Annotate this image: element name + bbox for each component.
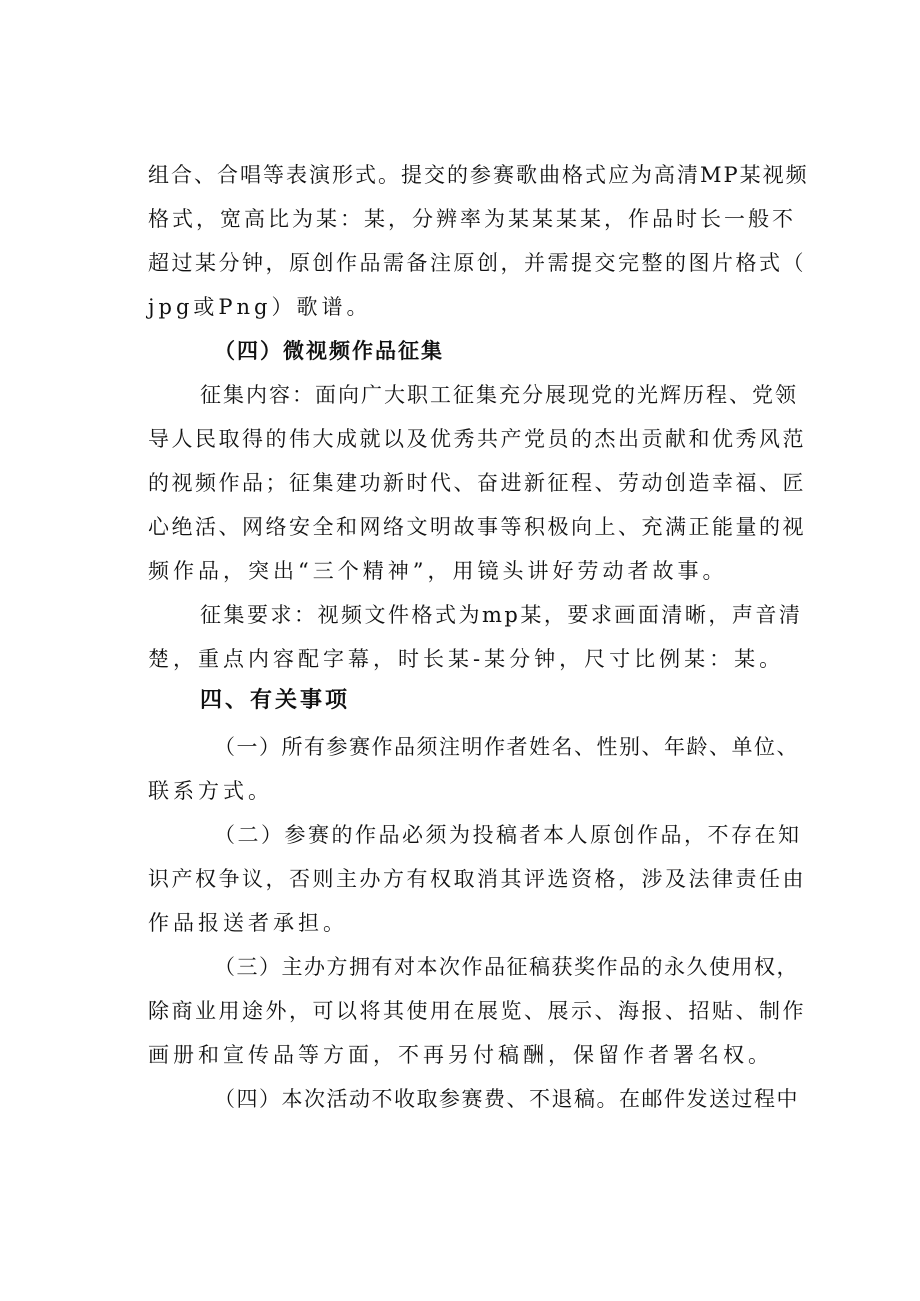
matters-item-line: 识产权争议，否则主办方有权取消其评选资格，涉及法律责任由: [148, 867, 806, 891]
paragraph-video-requirement-line: 楚，重点内容配字幕，时长某-某分钟，尺寸比例某：某。: [148, 647, 785, 671]
paragraph-video-content-line: 导人民取得的伟大成就以及优秀共产党员的杰出贡献和优秀风范: [148, 427, 806, 451]
matters-item-line: （四）本次活动不收取参赛费、不退稿。在邮件发送过程中: [214, 1087, 799, 1111]
paragraph-music-line: 超过某分钟，原创作品需备注原创，并需提交完整的图片格式（: [148, 251, 806, 275]
matters-item-line: （一）所有参赛作品须注明作者姓名、性别、年龄、单位、: [214, 735, 799, 759]
matters-item-line: （三）主办方拥有对本次作品征稿获奖作品的永久使用权，: [214, 955, 799, 979]
matters-item-line: （二）参赛的作品必须为投稿者本人原创作品，不存在知: [214, 823, 802, 847]
matters-item-line: 除商业用途外，可以将其使用在展览、展示、海报、招贴、制作: [148, 999, 806, 1023]
paragraph-music-line: 格式，宽高比为某：某，分辨率为某某某某，作品时长一般不: [148, 207, 796, 231]
section-heading-video: （四）微视频作品征集: [214, 339, 444, 363]
paragraph-video-content-line: 征集内容：面向广大职工征集充分展现党的光辉历程、党领: [200, 383, 798, 407]
paragraph-video-content-line: 心绝活、网络安全和网络文明故事等积极向上、充满正能量的视: [148, 515, 806, 539]
matters-item-line: 联系方式。: [148, 779, 273, 803]
section-heading-matters: 四、有关事项: [200, 688, 351, 713]
paragraph-video-requirement-line: 征集要求：视频文件格式为mp某，要求画面清晰，声音清: [200, 603, 803, 627]
paragraph-music-line: jpg或Png）歌谱。: [148, 295, 372, 319]
matters-item-line: 画册和宣传品等方面，不再另付稿酬，保留作者署名权。: [148, 1043, 773, 1067]
paragraph-video-content-line: 的视频作品；征集建功新时代、奋进新征程、劳动创造幸福、匠: [148, 471, 806, 495]
paragraph-video-content-line: 频作品，突出“三个精神”，用镜头讲好劳动者故事。: [148, 559, 728, 583]
matters-item-line: 作品报送者承担。: [148, 911, 348, 935]
paragraph-music-line: 组合、合唱等表演形式。提交的参赛歌曲格式应为高清MP某视频: [148, 163, 809, 187]
